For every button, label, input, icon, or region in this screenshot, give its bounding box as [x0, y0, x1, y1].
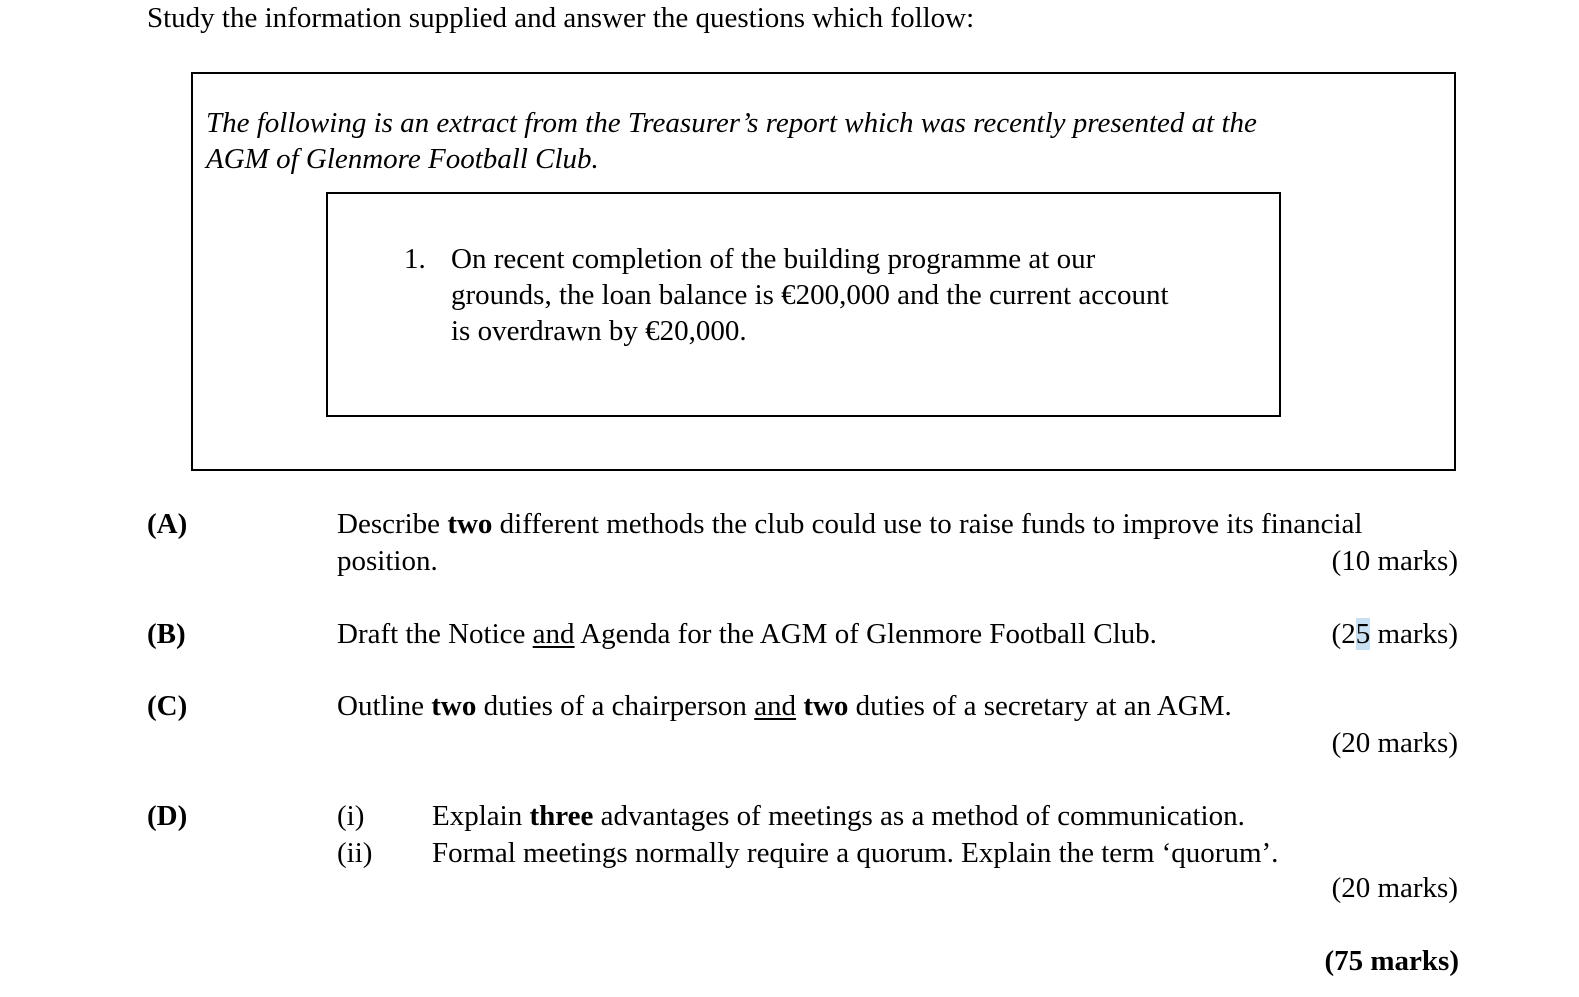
question-c-text	[337, 688, 1232, 724]
extract-intro	[206, 105, 1257, 177]
question-d-marks: (20 marks)	[1331, 872, 1458, 904]
question-a-bold: two	[447, 508, 493, 540]
report-item-number: 1.	[404, 243, 426, 275]
question-c-underline: and	[754, 690, 797, 722]
question-b-underline: and	[532, 618, 575, 650]
question-d-i-post: advantages of meetings as a method of communication.	[593, 800, 1245, 832]
question-c-bold-2: two	[803, 690, 849, 722]
extract-line-2: AGM of Glenmore Football Club.	[206, 143, 599, 175]
report-item-line-2: grounds, the loan balance is €200,000 and the current account	[451, 279, 1169, 311]
question-d-i-text	[432, 798, 1245, 834]
report-item-text	[451, 241, 1169, 349]
question-b-pre: Draft the Notice	[337, 618, 533, 650]
question-b-post: Agenda for the AGM of Glenmore Football Club.	[574, 618, 1157, 650]
question-a-pre: Describe	[337, 508, 448, 540]
question-d-i-bold: three	[529, 800, 594, 832]
question-a-text	[337, 506, 1362, 542]
question-c-bold-1: two	[431, 690, 477, 722]
total-marks: (75 marks)	[1324, 945, 1459, 977]
question-a-post: different methods the club could use to raise funds to improve its financial	[492, 508, 1363, 540]
report-item-line-1: On recent completion of the building programme at our	[451, 243, 1096, 275]
question-c-pre: Outline	[337, 690, 432, 722]
question-d-label: (D)	[147, 800, 188, 832]
question-b-marks-post: marks)	[1370, 618, 1458, 650]
question-c-mid-1: duties of a chairperson	[476, 690, 755, 722]
question-b-text	[337, 616, 1157, 652]
question-a-label: (A)	[147, 508, 188, 540]
extract-line-1: The following is an extract from the Treasurer’s report which was recently presented at the	[206, 107, 1257, 139]
question-b-label: (B)	[147, 618, 186, 650]
question-d-ii-text: Formal meetings normally require a quorum. Explain the term ‘quorum’.	[432, 837, 1279, 869]
question-b-marks-highlight: 5	[1355, 618, 1371, 650]
report-item-line-3: is overdrawn by €20,000.	[451, 315, 747, 347]
question-c-marks: (20 marks)	[1331, 727, 1458, 759]
question-d-i-pre: Explain	[432, 800, 530, 832]
question-c-label: (C)	[147, 690, 188, 722]
question-c-post: duties of a secretary at an AGM.	[848, 690, 1232, 722]
question-a-marks: (10 marks)	[1331, 545, 1458, 577]
instructions: Study the information supplied and answer the questions which follow:	[147, 2, 975, 34]
question-d-ii-number: (ii)	[337, 837, 373, 869]
question-a-line-2: position.	[337, 545, 438, 577]
question-b-marks-pre: (2	[1331, 618, 1356, 650]
question-b-marks	[1332, 616, 1458, 652]
question-d-i-number: (i)	[337, 800, 365, 832]
